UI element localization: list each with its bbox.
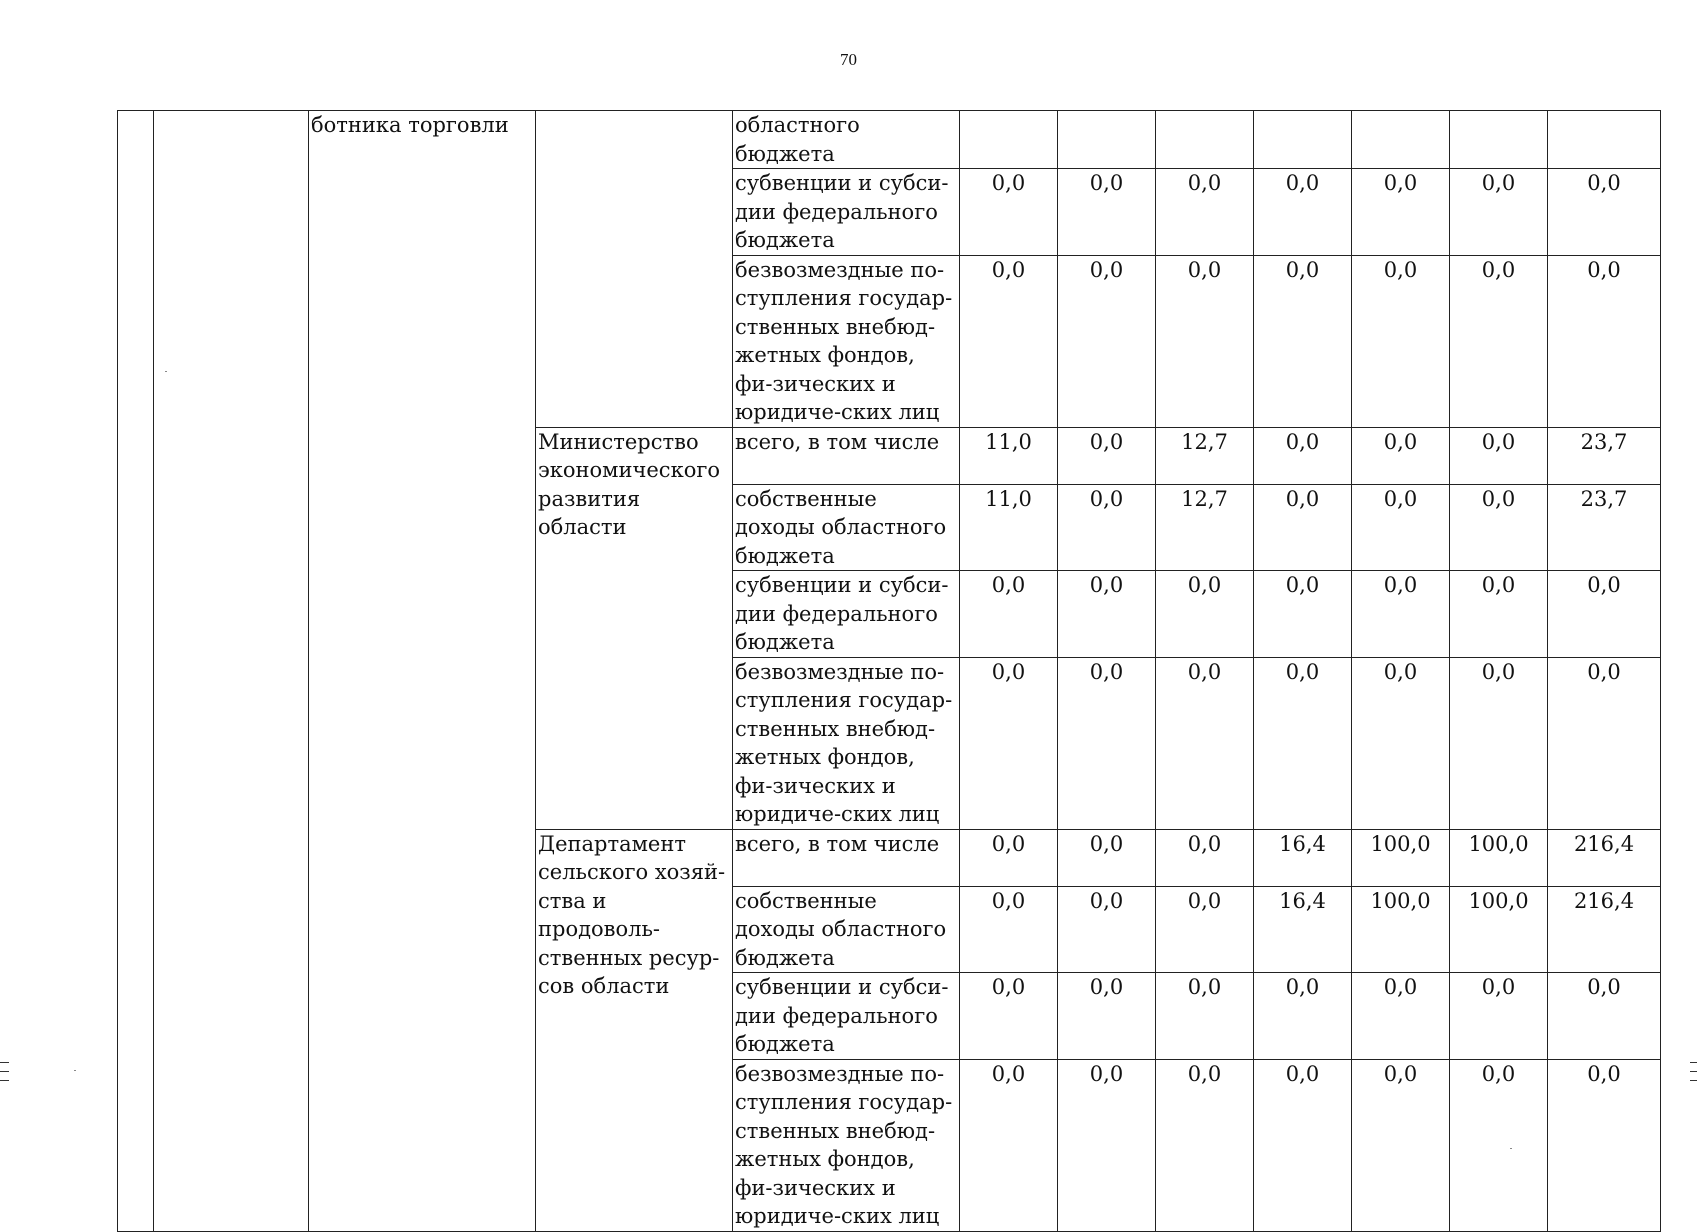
value-cell: 23,7 [1548, 427, 1661, 484]
value-cell: 0,0 [1254, 255, 1352, 427]
value-cell: 0,0 [1450, 1059, 1548, 1231]
executor-cell: Департамент сельского хозяй-ства и продоволь-ственных ресур-сов области [536, 829, 733, 1231]
value-cell: 0,0 [1548, 973, 1661, 1060]
funding-source-cell: субвенции и субси-дии федерального бюджета [733, 973, 960, 1060]
value-cell: 0,0 [1548, 169, 1661, 256]
value-cell: 0,0 [1450, 427, 1548, 484]
funding-source-cell: собственные доходы областного бюджета [733, 484, 960, 571]
scan-mark [0, 1080, 9, 1081]
executor-cell [536, 111, 733, 428]
value-cell: 16,4 [1254, 886, 1352, 973]
table-row [118, 111, 1661, 169]
value-cell: 0,0 [1450, 255, 1548, 427]
value-cell [1450, 111, 1548, 169]
value-cell: 0,0 [1058, 973, 1156, 1060]
funding-source-cell: безвозмездные по-ступления государ-ственных внебюд-жетных фондов, фи-зических и юридиче-ских лиц [733, 657, 960, 829]
value-cell: 0,0 [1254, 973, 1352, 1060]
value-cell [1548, 111, 1661, 169]
value-cell: 0,0 [1156, 571, 1254, 658]
value-cell: 0,0 [1450, 484, 1548, 571]
value-cell: 0,0 [1058, 886, 1156, 973]
value-cell: 0,0 [1548, 255, 1661, 427]
value-cell: 0,0 [1254, 657, 1352, 829]
value-cell: 0,0 [1352, 1059, 1450, 1231]
value-cell: 0,0 [1548, 571, 1661, 658]
scan-mark [1690, 1080, 1697, 1081]
value-cell: 12,7 [1156, 427, 1254, 484]
value-cell: 0,0 [1548, 1059, 1661, 1231]
value-cell [1058, 111, 1156, 169]
budget-table [117, 110, 1661, 1232]
funding-source-cell: безвозмездные по-ступления государ-ственных внебюд-жетных фондов, фи-зических и юридиче-ских лиц [733, 255, 960, 427]
value-cell: 0,0 [1450, 169, 1548, 256]
scan-speck [1510, 1148, 1512, 1149]
funding-source-cell: безвозмездные по-ступления государ-ственных внебюд-жетных фондов, фи-зических и юридиче-ских лиц [733, 1059, 960, 1231]
value-cell: 0,0 [1352, 973, 1450, 1060]
value-cell [960, 111, 1058, 169]
code-cell [154, 111, 309, 1232]
funding-source-cell: собственные доходы областного бюджета [733, 886, 960, 973]
value-cell [1156, 111, 1254, 169]
value-cell: 100,0 [1352, 829, 1450, 886]
value-cell [1254, 111, 1352, 169]
value-cell: 0,0 [1352, 255, 1450, 427]
value-cell: 0,0 [1058, 427, 1156, 484]
scan-mark [1690, 1071, 1697, 1072]
value-cell: 0,0 [1254, 484, 1352, 571]
scan-mark [0, 1071, 9, 1072]
value-cell: 216,4 [1548, 829, 1661, 886]
value-cell: 0,0 [1254, 571, 1352, 658]
value-cell: 0,0 [1352, 484, 1450, 571]
value-cell: 0,0 [960, 255, 1058, 427]
value-cell: 0,0 [960, 657, 1058, 829]
value-cell: 12,7 [1156, 484, 1254, 571]
value-cell: 0,0 [1254, 1059, 1352, 1231]
scan-mark [1690, 1062, 1697, 1063]
funding-source-cell: всего, в том числе [733, 829, 960, 886]
value-cell: 11,0 [960, 427, 1058, 484]
value-cell: 0,0 [1450, 571, 1548, 658]
value-cell: 0,0 [1058, 657, 1156, 829]
value-cell: 0,0 [960, 886, 1058, 973]
value-cell: 16,4 [1254, 829, 1352, 886]
funding-source-cell: всего, в том числе [733, 427, 960, 484]
scan-speck [165, 371, 167, 372]
value-cell: 0,0 [1156, 169, 1254, 256]
value-cell: 0,0 [960, 1059, 1058, 1231]
value-cell [1352, 111, 1450, 169]
value-cell: 0,0 [1156, 973, 1254, 1060]
value-cell: 0,0 [1352, 169, 1450, 256]
value-cell: 0,0 [960, 571, 1058, 658]
value-cell: 0,0 [1058, 829, 1156, 886]
value-cell: 100,0 [1450, 886, 1548, 973]
value-cell: 0,0 [1058, 255, 1156, 427]
value-cell: 0,0 [1352, 571, 1450, 658]
value-cell: 23,7 [1548, 484, 1661, 571]
value-cell: 0,0 [1156, 1059, 1254, 1231]
value-cell: 11,0 [960, 484, 1058, 571]
program-name-cell: ботника торговли [309, 111, 536, 1232]
scan-mark [0, 1062, 9, 1063]
value-cell: 0,0 [1450, 657, 1548, 829]
value-cell: 100,0 [1352, 886, 1450, 973]
executor-cell: Министерство экономического развития области [536, 427, 733, 829]
funding-source-cell: субвенции и субси-дии федерального бюджета [733, 169, 960, 256]
value-cell: 0,0 [960, 829, 1058, 886]
value-cell: 100,0 [1450, 829, 1548, 886]
page-number: 70 [840, 50, 857, 69]
value-cell: 0,0 [1352, 657, 1450, 829]
scan-speck [74, 1070, 76, 1071]
value-cell: 0,0 [960, 169, 1058, 256]
value-cell: 0,0 [1058, 484, 1156, 571]
funding-source-cell: областного бюджета [733, 111, 960, 169]
value-cell: 0,0 [1156, 829, 1254, 886]
value-cell: 216,4 [1548, 886, 1661, 973]
value-cell: 0,0 [1058, 169, 1156, 256]
value-cell: 0,0 [1058, 1059, 1156, 1231]
value-cell: 0,0 [1156, 886, 1254, 973]
value-cell: 0,0 [960, 973, 1058, 1060]
value-cell: 0,0 [1548, 657, 1661, 829]
value-cell: 0,0 [1058, 571, 1156, 658]
value-cell: 0,0 [1156, 657, 1254, 829]
value-cell: 0,0 [1450, 973, 1548, 1060]
value-cell: 0,0 [1156, 255, 1254, 427]
value-cell: 0,0 [1254, 169, 1352, 256]
funding-source-cell: субвенции и субси-дии федерального бюджета [733, 571, 960, 658]
row-number-cell [118, 111, 154, 1232]
value-cell: 0,0 [1352, 427, 1450, 484]
value-cell: 0,0 [1254, 427, 1352, 484]
table-body [118, 111, 1661, 1232]
